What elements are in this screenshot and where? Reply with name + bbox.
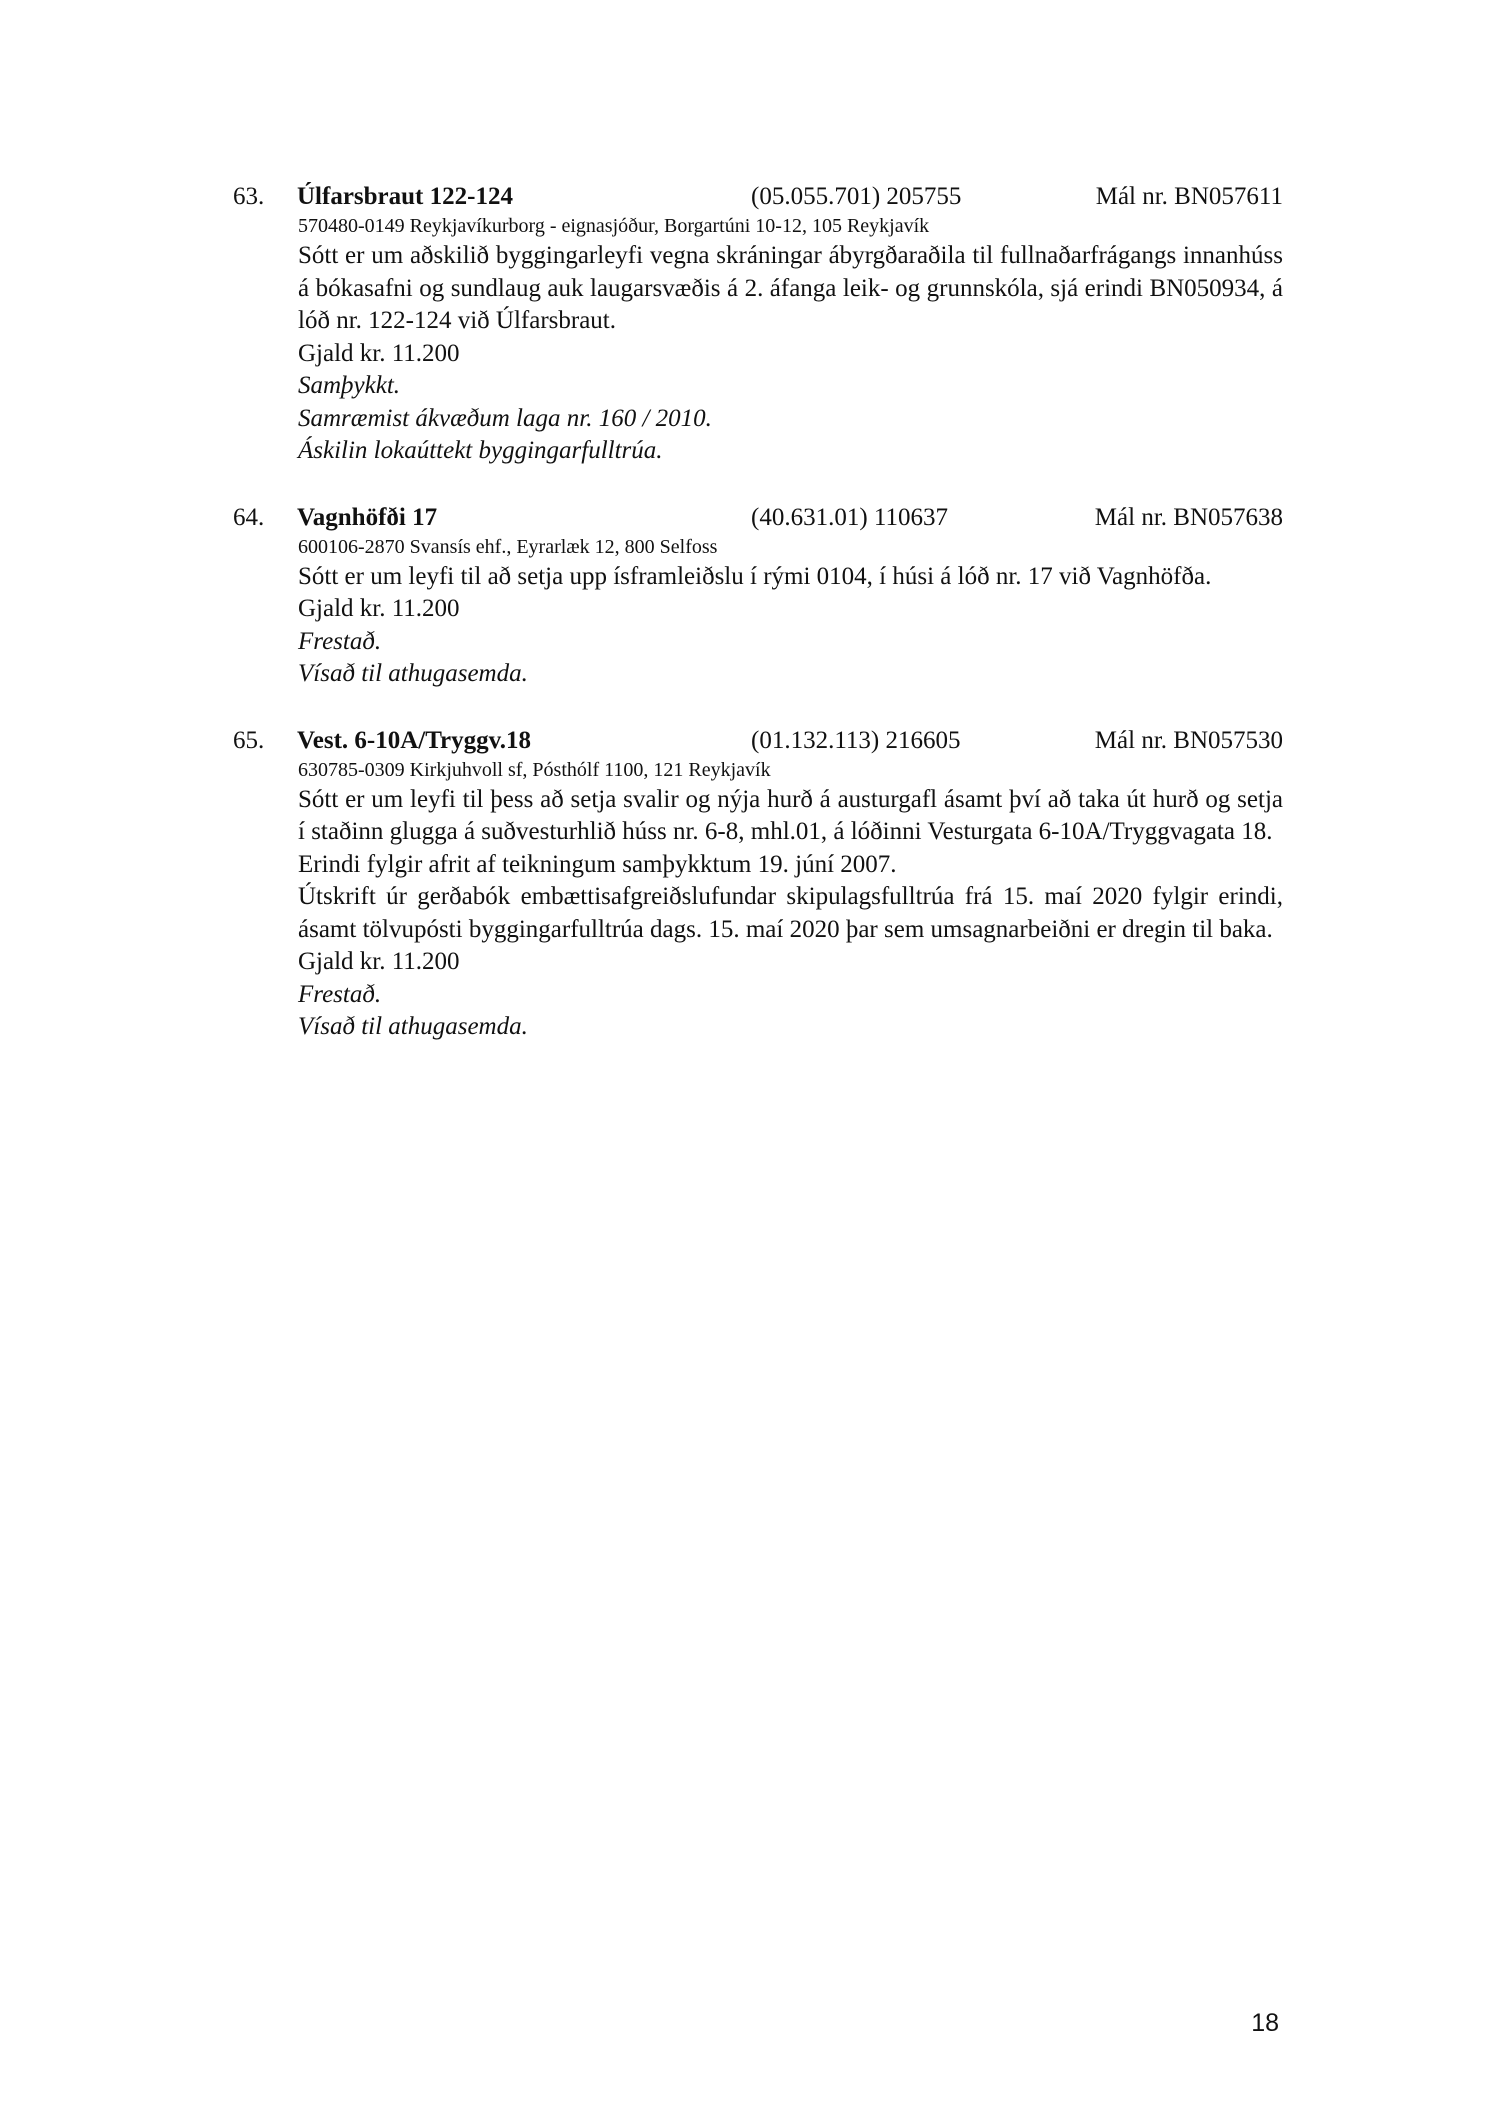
page-number: 18 xyxy=(1251,2009,1279,2037)
decision-note: Vísað til athugasemda. xyxy=(298,660,528,687)
case-body xyxy=(298,756,1283,1044)
case-attachment-note: Erindi fylgir afrit af teikningum samþykktum 19. júní 2007. xyxy=(298,850,897,878)
decision-note: Áskilin lokaúttekt byggingarfulltrúa. xyxy=(298,437,663,464)
case-description: Sótt er um leyfi til að setja upp ísframleiðslu í rými 0104, í húsi á lóð nr. 17 við Vagnhöfða. xyxy=(298,562,1212,590)
case-entry xyxy=(233,501,1283,691)
decision-line: Frestað. xyxy=(298,627,382,655)
case-header xyxy=(233,724,1283,758)
fee-line: Gjald kr. 11.200 xyxy=(298,339,460,367)
decision-line: Frestað. xyxy=(298,980,382,1008)
case-body xyxy=(298,533,1283,691)
case-entry xyxy=(233,180,1283,468)
case-description: Sótt er um aðskilið byggingarleyfi vegna skráningar ábyrgðaraðila til fullnaðarfrágangs innanhúss á bókasafni og sundlaug auk laugarsvæðis á 2. áfanga leik- og grunnskóla, sjá erindi BN050934, á lóð nr. 122-124 við Úlfarsbraut. xyxy=(298,242,1283,334)
case-header xyxy=(233,501,1283,535)
case-title: Vagnhöfði 17 xyxy=(297,503,438,531)
property-reference: (05.055.701) 205755 xyxy=(751,183,962,210)
case-description: Sótt er um leyfi til þess að setja svalir og nýja hurð á austurgafl ásamt því að taka út hurð og setja í staðinn glugga á suðvesturhlið húss nr. 6-8, mhl.01, á lóðinni Vesturgata 6-10A/Tryggvagata 18. xyxy=(298,785,1283,845)
applicant-line: 630785-0309 Kirkjuhvoll sf, Pósthólf 1100, 121 Reykjavík xyxy=(298,758,771,781)
applicant-line: 570480-0149 Reykjavíkurborg - eignasjóður, Borgartúni 10-12, 105 Reykjavík xyxy=(298,215,930,237)
case-id: Mál nr. BN057530 xyxy=(1094,726,1283,754)
fee-line: Gjald kr. 11.200 xyxy=(298,948,460,975)
case-attachment-note: Útskrift úr gerðabók embættisafgreiðslufundar skipulagsfulltrúa frá 15. maí 2020 fylgir erindi, ásamt tölvupósti byggingarfulltrúa dags. 15. maí 2020 þar sem umsagnarbeiðni er dregin til baka. xyxy=(298,883,1283,943)
case-body xyxy=(298,212,1283,468)
case-header xyxy=(233,180,1283,214)
decision-note: Vísað til athugasemda. xyxy=(298,1013,528,1040)
applicant-line: 600106-2870 Svansís ehf., Eyrarlæk 12, 800 Selfoss xyxy=(298,535,718,558)
decision-note: Samræmist ákvæðum laga nr. 160 / 2010. xyxy=(298,404,712,432)
case-number: 64. xyxy=(233,503,265,531)
case-number: 63. xyxy=(233,183,265,210)
property-reference: (40.631.01) 110637 xyxy=(751,503,948,531)
fee-line: Gjald kr. 11.200 xyxy=(298,595,460,622)
case-title: Úlfarsbraut 122-124 xyxy=(297,183,513,210)
case-entry xyxy=(233,724,1283,1044)
case-id: Mál nr. BN057611 xyxy=(1095,183,1283,210)
property-reference: (01.132.113) 216605 xyxy=(751,726,961,754)
case-list xyxy=(233,180,1283,1077)
case-number: 65. xyxy=(233,726,265,754)
case-id: Mál nr. BN057638 xyxy=(1094,503,1283,531)
case-title: Vest. 6-10A/Tryggv.18 xyxy=(297,726,532,754)
decision-line: Samþykkt. xyxy=(298,372,401,399)
